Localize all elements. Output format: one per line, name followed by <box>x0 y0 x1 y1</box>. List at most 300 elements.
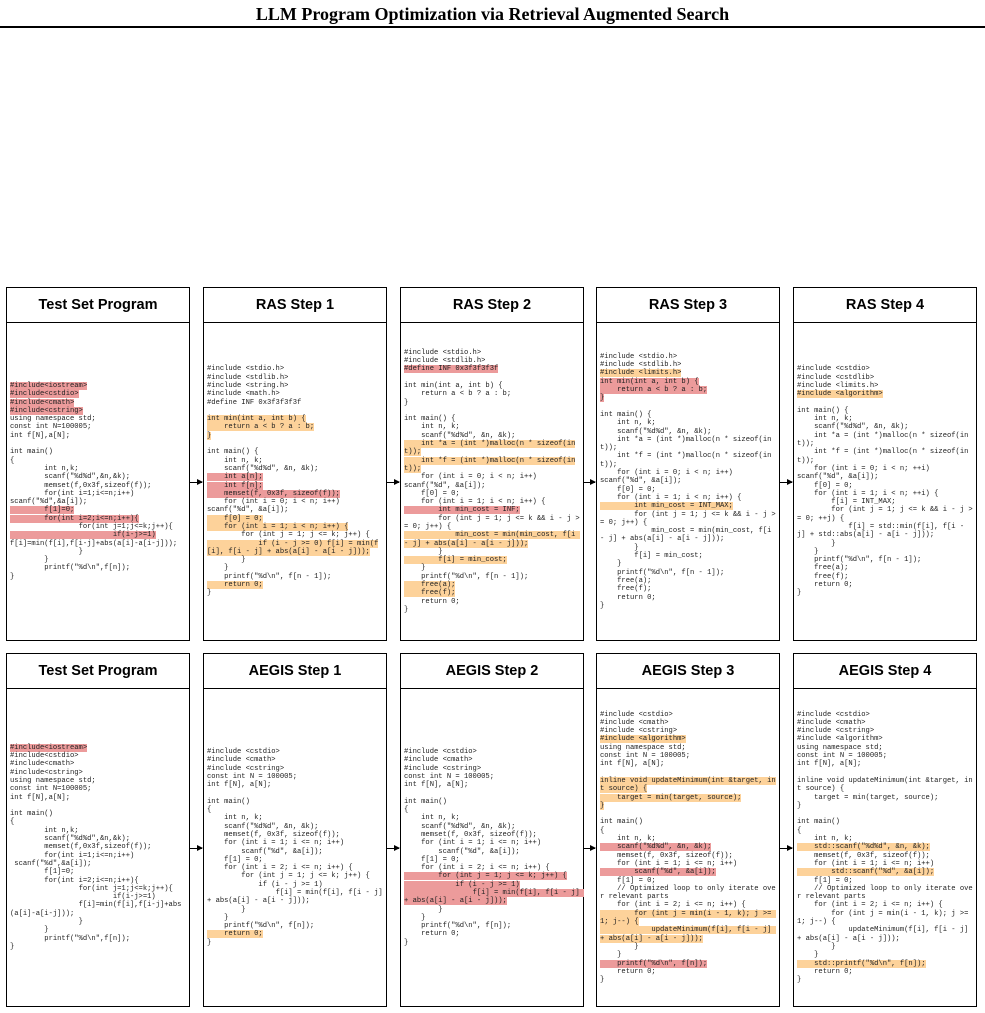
code-line: } <box>404 564 426 573</box>
added-code-highlight: return 0; <box>207 581 263 590</box>
code-line: free(a); <box>797 564 849 573</box>
added-code-highlight: free(f); <box>404 589 456 598</box>
code-line: #include <cstdio> <box>404 747 477 756</box>
added-code-highlight: min_cost = min(min_cost, f[i - j] + abs(a[i] - a[i - j])); <box>404 531 580 548</box>
code-line: const int N = 100005; <box>797 752 887 761</box>
added-code-highlight: #include <algorithm> <box>797 390 883 399</box>
code-line: #include<cmath> <box>10 760 75 769</box>
code-line: #include<cstring> <box>10 768 83 777</box>
code-line: } <box>797 539 836 548</box>
code-line: return a < b ? a : b; <box>404 390 512 399</box>
code-line: scanf("%d%d", &n, &k); <box>600 427 712 436</box>
panel-code-area <box>7 689 189 1006</box>
code-line: #include <cstring> <box>797 727 875 736</box>
code-line: scanf("%d%d", &n, &k); <box>207 464 319 473</box>
code-line: #include <cmath> <box>404 756 473 765</box>
code-line: { <box>10 456 15 465</box>
added-code-highlight: #include <limits.h> <box>600 369 682 378</box>
code-line: inline void updateMinimum(int &target, int source) { <box>797 776 973 794</box>
code-line: } <box>10 926 49 935</box>
code-line: #include <cstdio> <box>797 710 870 719</box>
code-line: f[i] = INT_MAX; <box>797 498 896 507</box>
code-line <box>404 365 580 373</box>
code-line: scanf("%d", &a[i]); <box>797 473 879 482</box>
code-line: memset(f, 0x3f, sizeof(f)); <box>207 830 340 839</box>
code-line: return 0; <box>404 930 460 939</box>
code-line <box>797 399 973 407</box>
code-line: memset(f, 0x3f, sizeof(f)); <box>404 830 537 839</box>
code-line: #include <cstdio> <box>207 747 280 756</box>
added-code-highlight: for (int i = 1; i < n; i++) { <box>207 522 349 531</box>
code-line: const int N=100005; <box>10 423 92 432</box>
code-line <box>10 744 186 752</box>
ras-panel-0 <box>6 287 190 641</box>
removed-code-highlight: #include<iostream> <box>10 743 88 752</box>
title-rule <box>0 26 985 28</box>
code-line: int f[N], a[N]; <box>207 781 272 790</box>
code-line: int *f = (int *)malloc(n * sizeof(int)); <box>797 448 969 465</box>
code-line: scanf("%d",&a[i]); <box>10 498 88 507</box>
code-line: scanf("%d%d", &n, &k); <box>404 431 516 440</box>
code-line: { <box>404 806 409 815</box>
code-line: { <box>207 806 212 815</box>
code-line: } <box>600 560 622 569</box>
code-line <box>600 868 776 876</box>
code-line <box>404 589 580 597</box>
code-line: int f[N], a[N]; <box>404 781 469 790</box>
code-line: printf("%d\n",f[n]); <box>10 934 130 943</box>
code-line: for (int j = 1; j <= k && i - j >= 0; j++) { <box>600 510 776 527</box>
code-line: int n, k; <box>404 423 460 432</box>
code-line: int n, k; <box>600 419 656 428</box>
step-arrow-icon <box>584 482 595 483</box>
code-line <box>10 382 186 390</box>
code-line: } <box>207 905 246 914</box>
removed-code-highlight: printf("%d\n", f[n]); <box>600 959 708 968</box>
code-line: printf("%d\n", f[n]); <box>207 922 315 931</box>
code-line: #include <stdio.h> <box>404 348 482 357</box>
code-line: const int N = 100005; <box>207 772 297 781</box>
code-line: #include <stdlib.h> <box>207 373 289 382</box>
added-code-highlight: target = min(target, source); <box>600 793 742 802</box>
code-line: scanf("%d%d", &n, &k); <box>207 822 319 831</box>
code-line: } <box>10 556 49 565</box>
panel-code-area <box>597 689 779 1006</box>
code-line: // Optimized loop to only iterate over relevant parts <box>797 884 973 902</box>
added-code-highlight: inline void updateMinimum(int &target, int source) { <box>600 776 776 794</box>
added-code-highlight: #include <algorithm> <box>600 735 686 744</box>
code-line <box>10 407 186 415</box>
code-line: #include <stdlib.h> <box>404 357 486 366</box>
code-line: memset(f,0x3f,sizeof(f)); <box>10 481 152 490</box>
code-line: for (int i = 2; i <= n; i++) { <box>207 864 353 873</box>
code-line: for (int i = 1; i <= n; i++) <box>600 859 738 868</box>
code-line: for (int i = 1; i < n; i++) { <box>600 493 742 502</box>
code-line <box>404 789 580 797</box>
aegis-panel-4 <box>793 653 977 1007</box>
ras-panel-3 <box>596 287 780 641</box>
code-line: f[i] = std::min(f[i], f[i - j] + std::abs(a[i] - a[i - j])); <box>797 522 969 540</box>
code-line: for (int i = 1; i <= n; i++) <box>404 839 542 848</box>
code-line: printf("%d\n", f[n]); <box>404 922 512 931</box>
code-line <box>404 581 580 589</box>
code-line: target = min(target, source); <box>797 793 939 802</box>
code-line <box>207 440 383 448</box>
code-line: } <box>207 913 229 922</box>
code-line: f[i]=min(f[i],f[i-j]+abs(a[i]-a[i-j])); <box>10 901 182 918</box>
panel-heading: RAS Step 3 <box>597 288 779 323</box>
code-line: using namespace std; <box>797 743 883 752</box>
panel-code-area <box>794 689 976 1006</box>
code-line: using namespace std; <box>600 743 686 752</box>
code-block <box>10 744 186 951</box>
code-line <box>404 506 580 514</box>
removed-code-highlight: #include<iostream> <box>10 381 88 390</box>
code-line <box>10 390 186 398</box>
code-line <box>600 378 776 386</box>
panel-heading: AEGIS Step 3 <box>597 654 779 689</box>
code-line: for (int i = 0; i < n; i++) <box>404 473 537 482</box>
added-code-highlight: int *f = (int *)malloc(n * sizeof(int)); <box>404 456 576 473</box>
code-line: scanf("%d", &a[i]); <box>404 481 486 490</box>
code-line: int main() <box>207 797 250 806</box>
code-line: } <box>797 942 836 951</box>
code-line: int main() { <box>207 448 259 457</box>
code-line: if(i-j>=1) <box>10 893 156 902</box>
removed-code-highlight: for(int i=2;i<=n;i++){ <box>10 514 139 523</box>
code-line: #include <cstdio> <box>600 710 673 719</box>
code-line: int n, k; <box>207 456 263 465</box>
step-arrow-icon <box>190 848 202 849</box>
code-block <box>600 711 776 985</box>
code-line <box>600 843 776 851</box>
panel-code-area <box>401 323 583 640</box>
code-line: for (int i = 0; i < n; ++i) <box>797 464 930 473</box>
code-line: scanf("%d%d",&n,&k); <box>10 835 130 844</box>
code-line: f[i] = min(f[i], f[i - j] + abs(a[i] - a[i - j])); <box>207 888 387 906</box>
code-line <box>10 802 186 810</box>
code-line: return 0; <box>600 967 656 976</box>
code-block <box>207 365 383 597</box>
ras-panel-1 <box>203 287 387 641</box>
figure-title: LLM Program Optimization via Retrieval Augmented Search <box>255 4 730 24</box>
code-line <box>207 540 383 557</box>
removed-code-highlight: #include<cmath> <box>10 398 75 407</box>
code-line: using namespace std; <box>10 415 96 424</box>
code-line: scanf("%d%d", &n, &k); <box>404 822 516 831</box>
code-line <box>207 581 383 589</box>
panel-code-area <box>204 323 386 640</box>
code-line: printf("%d\n", f[n - 1]); <box>404 572 529 581</box>
code-line: scanf("%d", &a[i]); <box>207 506 289 515</box>
added-code-highlight: std::scanf("%d%d", &n, &k); <box>797 843 930 852</box>
code-line: int *a = (int *)malloc(n * sizeof(int)); <box>600 435 772 453</box>
code-line: f[i] = min_cost; <box>600 552 703 561</box>
removed-code-highlight: #include<cstdio> <box>10 390 79 399</box>
panel-heading: Test Set Program <box>7 654 189 689</box>
code-line: for (int i = 2; i <= n; i++) { <box>797 901 943 910</box>
code-line: } <box>404 938 409 947</box>
code-line: for (int i = 0; i < n; i++) <box>207 498 340 507</box>
code-line: #include <cmath> <box>797 718 866 727</box>
code-line: #include <cstdlib> <box>797 373 875 382</box>
added-code-highlight: } <box>207 431 212 440</box>
code-line <box>10 506 186 514</box>
code-line: int main() <box>404 797 447 806</box>
code-line: int n,k; <box>10 464 79 473</box>
code-line: } <box>10 547 83 556</box>
removed-code-highlight: int min_cost = INF; <box>404 506 520 515</box>
code-line: #include <limits.h> <box>797 381 879 390</box>
code-line: } <box>600 951 622 960</box>
aegis-panel-2 <box>400 653 584 1007</box>
added-code-highlight: f[i] = min_cost; <box>404 556 507 565</box>
panel-code-area <box>597 323 779 640</box>
code-line: scanf("%d",&a[i]); <box>10 859 92 868</box>
code-line: #include<cstdio> <box>10 752 79 761</box>
removed-code-highlight: scanf("%d", &a[i]); <box>600 868 716 877</box>
code-line: int main() <box>797 818 840 827</box>
added-code-highlight: int min(int a, int b) { <box>207 415 306 424</box>
code-line: for (int i = 0; i < n; i++) <box>600 469 733 478</box>
code-line: } <box>207 564 229 573</box>
added-code-highlight: std::scanf("%d", &a[i]); <box>797 868 935 877</box>
code-line <box>207 482 383 490</box>
step-arrow-icon <box>387 482 399 483</box>
code-line <box>404 440 580 457</box>
code-line: } <box>600 543 639 552</box>
code-line: } <box>797 951 819 960</box>
code-line <box>404 457 580 474</box>
code-line: memset(f, 0x3f, sizeof(f)); <box>600 851 733 860</box>
code-line: memset(f, 0x3f, sizeof(f)); <box>797 851 930 860</box>
code-line: #include <stdio.h> <box>600 352 678 361</box>
removed-code-highlight: #define INF 0x3f3f3f3f <box>404 365 499 374</box>
code-line: const int N = 100005; <box>404 772 494 781</box>
code-line: return 0; <box>600 593 656 602</box>
removed-code-highlight: if(i-j>=1) <box>10 531 156 540</box>
code-line: for (int j = 1; j <= k && i - j >= 0; j++) { <box>404 514 580 531</box>
code-line <box>600 735 776 743</box>
code-line <box>600 369 776 377</box>
code-line: for(int i=2;i<=n;i++){ <box>10 876 139 885</box>
added-code-highlight: if (i - j >= 0) f[i] = min(f[i], f[i - j] + abs(a[i] - a[i - j])); <box>207 539 379 556</box>
code-line: int main() <box>600 818 643 827</box>
code-line <box>404 888 584 906</box>
code-line: #include <stdlib.h> <box>600 361 682 370</box>
code-line: #include <cstring> <box>207 764 285 773</box>
code-block <box>600 353 776 610</box>
removed-code-highlight: int f[n]; <box>207 481 263 490</box>
removed-code-highlight: } <box>600 394 605 403</box>
code-line <box>207 789 383 797</box>
removed-code-highlight: f[i] = min(f[i], f[i - j] + abs(a[i] - a[i - j])); <box>404 888 584 906</box>
code-line <box>10 399 186 407</box>
code-block <box>797 711 973 985</box>
code-line: scanf("%d%d",&n,&k); <box>10 473 130 482</box>
code-line: int n, k; <box>797 835 853 844</box>
code-line <box>207 523 383 531</box>
code-line: if (i - j >= 1) <box>207 880 323 889</box>
code-line: } <box>404 605 409 614</box>
code-line: f[1] = 0; <box>207 855 263 864</box>
code-line: f[i]=min(f[i],f[i-j]+abs(a[i]-a[i-j])); <box>10 539 178 548</box>
code-line: #include <string.h> <box>207 381 289 390</box>
code-line: } <box>600 942 639 951</box>
added-code-highlight: std::printf("%d\n", f[n]); <box>797 959 926 968</box>
code-line: int *a = (int *)malloc(n * sizeof(int)); <box>797 431 969 449</box>
code-line: int n, k; <box>600 835 656 844</box>
code-line: } <box>10 942 15 951</box>
code-line: int main() { <box>600 410 652 419</box>
step-arrow-icon <box>584 848 595 849</box>
code-line: int n, k; <box>797 415 853 424</box>
code-line: int main() <box>10 448 53 457</box>
added-code-highlight: free(a); <box>404 581 456 590</box>
code-line: f[0] = 0; <box>797 481 853 490</box>
added-code-highlight: return a < b ? a : b; <box>207 423 315 432</box>
removed-code-highlight: f[1]=0; <box>10 506 75 515</box>
code-line <box>600 394 776 402</box>
code-line: return 0; <box>404 597 460 606</box>
code-line: free(a); <box>600 576 652 585</box>
panel-heading: RAS Step 2 <box>401 288 583 323</box>
code-line <box>10 531 186 539</box>
step-arrow-icon <box>780 848 792 849</box>
code-line: { <box>600 826 605 835</box>
code-line: #include <algorithm> <box>797 735 883 744</box>
code-line: int n,k; <box>10 826 79 835</box>
code-line: for(int j=1;j<=k;j++){ <box>10 884 173 893</box>
panel-code-area <box>794 323 976 640</box>
code-line: min_cost = min(min_cost, f[i - j] + abs(a[i] - a[i - j])); <box>600 527 776 544</box>
code-line <box>207 490 383 498</box>
code-block <box>404 747 584 947</box>
code-line <box>797 868 973 876</box>
code-line: } <box>797 976 802 985</box>
code-line: free(f); <box>797 572 849 581</box>
added-code-highlight: f[0] = 0; <box>207 514 263 523</box>
code-line <box>600 794 776 802</box>
code-line <box>10 515 186 523</box>
code-line: for (int j = 1; j <= k; j++) { <box>207 872 370 881</box>
code-line <box>600 802 776 810</box>
code-line: #include <cstring> <box>600 727 678 736</box>
code-line: } <box>207 556 246 565</box>
code-line <box>600 386 776 394</box>
code-line: for (int j = 1; j <= k && i - j >= 0; ++j) { <box>797 506 973 523</box>
removed-code-highlight: memset(f, 0x3f, sizeof(f)); <box>207 489 340 498</box>
code-line: int min(int a, int b) { <box>404 381 503 390</box>
panel-heading: RAS Step 1 <box>204 288 386 323</box>
aegis-panel-1 <box>203 653 387 1007</box>
code-line: for (int i = 1; i < n; ++i) { <box>797 489 939 498</box>
code-line: for (int i = 2; i <= n; i++) { <box>404 864 550 873</box>
code-line <box>600 769 776 777</box>
code-line: #define INF 0x3f3f3f3f <box>207 398 302 407</box>
code-line <box>600 502 776 510</box>
code-line: #include <stdio.h> <box>207 365 285 374</box>
code-line: } <box>797 589 802 598</box>
added-code-highlight: updateMinimum(f[i], f[i - j] + abs(a[i] - a[i - j])); <box>600 926 776 943</box>
code-line: scanf("%d", &a[i]); <box>207 847 323 856</box>
code-line <box>797 769 973 777</box>
code-line: } <box>10 918 83 927</box>
aegis-panel-0 <box>6 653 190 1007</box>
added-code-highlight: } <box>600 801 605 810</box>
code-line: for (int j = min(i - 1, k); j >= 1; j--) { <box>797 909 973 927</box>
panel-heading: AEGIS Step 4 <box>794 654 976 689</box>
code-line: int main() <box>10 810 53 819</box>
code-line: for (int i = 2; i <= n; i++) { <box>600 901 746 910</box>
code-line: f[1] = 0; <box>797 876 853 885</box>
code-line: #include <cstdio> <box>797 365 870 374</box>
code-line: #include <cstring> <box>404 764 482 773</box>
code-line: printf("%d\n", f[n - 1]); <box>600 568 725 577</box>
code-line: int *f = (int *)malloc(n * sizeof(int)); <box>600 452 772 469</box>
added-code-highlight: for (int j = min(i - 1, k); j >= 1; j--) { <box>600 909 776 927</box>
removed-code-highlight: scanf("%d%d", &n, &k); <box>600 843 712 852</box>
code-line <box>797 843 973 851</box>
code-block <box>207 747 387 947</box>
added-code-highlight: return 0; <box>207 930 263 939</box>
code-line: } <box>404 905 443 914</box>
code-line: int main() { <box>404 415 456 424</box>
step-arrow-icon <box>387 848 399 849</box>
step-arrow-icon <box>780 482 792 483</box>
code-line <box>10 440 186 448</box>
code-line <box>207 415 383 423</box>
added-code-highlight: int *a = (int *)malloc(n * sizeof(int)); <box>404 440 576 457</box>
code-block <box>797 365 973 597</box>
panel-heading: RAS Step 4 <box>794 288 976 323</box>
code-line: const int N=100005; <box>10 785 92 794</box>
code-line <box>797 810 973 818</box>
code-line <box>207 473 383 481</box>
code-line: } <box>10 572 15 581</box>
code-line: } <box>207 589 212 598</box>
code-line: int main() { <box>797 406 849 415</box>
code-line <box>404 407 580 415</box>
code-line: f[1] = 0; <box>404 855 460 864</box>
code-line: printf("%d\n", f[n - 1]); <box>797 556 922 565</box>
code-line <box>404 556 580 564</box>
code-line: scanf("%d", &a[i]); <box>600 477 682 486</box>
code-line <box>404 881 580 889</box>
code-line: f[0] = 0; <box>600 485 656 494</box>
added-code-highlight: int min_cost = INT_MAX; <box>600 502 733 511</box>
code-line: int f[N],a[N]; <box>10 431 70 440</box>
panel-code-area <box>7 323 189 640</box>
code-line: } <box>207 938 212 947</box>
code-line: scanf("%d%d", &n, &k); <box>797 423 909 432</box>
panel-heading: Test Set Program <box>7 288 189 323</box>
code-line: #include <math.h> <box>207 390 280 399</box>
code-line <box>600 910 776 927</box>
code-line <box>600 810 776 818</box>
code-line: for(int j=1;j<=k;j++){ <box>10 522 173 531</box>
step-arrow-icon <box>190 482 202 483</box>
code-line: } <box>600 976 605 985</box>
code-line: } <box>404 398 409 407</box>
removed-code-highlight: #include<cstring> <box>10 406 83 415</box>
code-line <box>600 777 776 794</box>
panel-code-area <box>401 689 583 1006</box>
code-line <box>207 432 383 440</box>
code-line <box>797 960 973 968</box>
code-line: for (int i = 1; i <= n; i++) <box>207 839 345 848</box>
code-block <box>404 349 580 615</box>
